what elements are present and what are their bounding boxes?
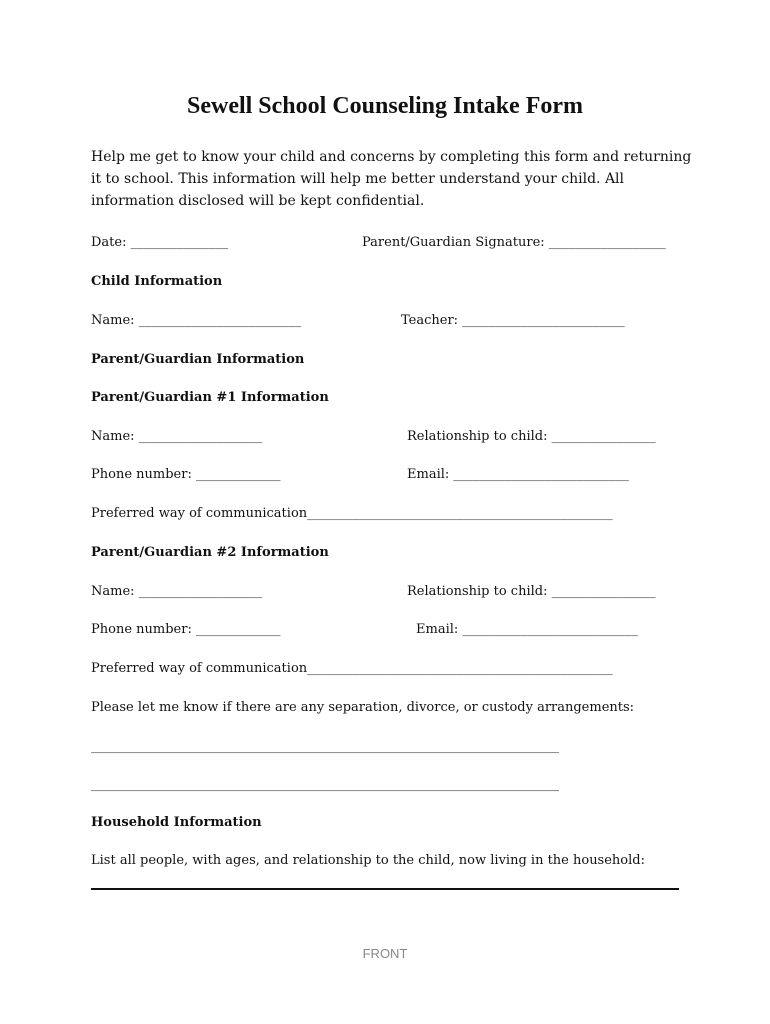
parent2-name-field[interactable]: Name: ___________________ (91, 584, 263, 599)
parent2-phone-field[interactable]: Phone number: _____________ (91, 622, 281, 637)
household-answer-rule[interactable] (91, 888, 679, 890)
parent-info-heading: Parent/Guardian Information (91, 352, 305, 367)
household-prompt: List all people, with ages, and relationship to the child, now living in the household: (91, 853, 645, 868)
page-footer-label: FRONT (362, 946, 408, 961)
parent1-preferred-communication-field[interactable]: Preferred way of communication_______________________________________________ (91, 506, 613, 521)
intro-line: Help me get to know your child and concerns by completing this form and returning (91, 149, 692, 165)
intro-paragraph (91, 146, 691, 212)
custody-answer-line[interactable]: ________________________________________________________________________ (91, 739, 559, 754)
parent2-preferred-communication-field[interactable]: Preferred way of communication_______________________________________________ (91, 661, 613, 676)
form-title: Sewell School Counseling Intake Form (186, 93, 584, 119)
custody-question: Please let me know if there are any separation, divorce, or custody arrangements: (91, 700, 635, 715)
intro-line: it to school. This information will help me better understand your child. All (91, 171, 625, 187)
parent1-email-field[interactable]: Email: ___________________________ (407, 467, 629, 482)
parent1-phone-field[interactable]: Phone number: _____________ (91, 467, 281, 482)
child-name-field[interactable]: Name: _________________________ (91, 313, 302, 328)
signature-field[interactable]: Parent/Guardian Signature: __________________ (362, 235, 666, 250)
parent2-relationship-field[interactable]: Relationship to child: ________________ (407, 584, 656, 599)
parent2-heading: Parent/Guardian #2 Information (91, 545, 329, 560)
child-info-heading: Child Information (91, 274, 223, 289)
household-info-heading: Household Information (91, 815, 262, 830)
intro-line: information disclosed will be kept confidential. (91, 193, 425, 209)
custody-answer-line[interactable]: ________________________________________________________________________ (91, 777, 559, 792)
parent2-email-field[interactable]: Email: ___________________________ (416, 622, 638, 637)
teacher-field[interactable]: Teacher: _________________________ (401, 313, 625, 328)
parent1-relationship-field[interactable]: Relationship to child: ________________ (407, 429, 656, 444)
parent1-heading: Parent/Guardian #1 Information (91, 390, 329, 405)
parent1-name-field[interactable]: Name: ___________________ (91, 429, 263, 444)
date-field[interactable]: Date: _______________ (91, 235, 229, 250)
